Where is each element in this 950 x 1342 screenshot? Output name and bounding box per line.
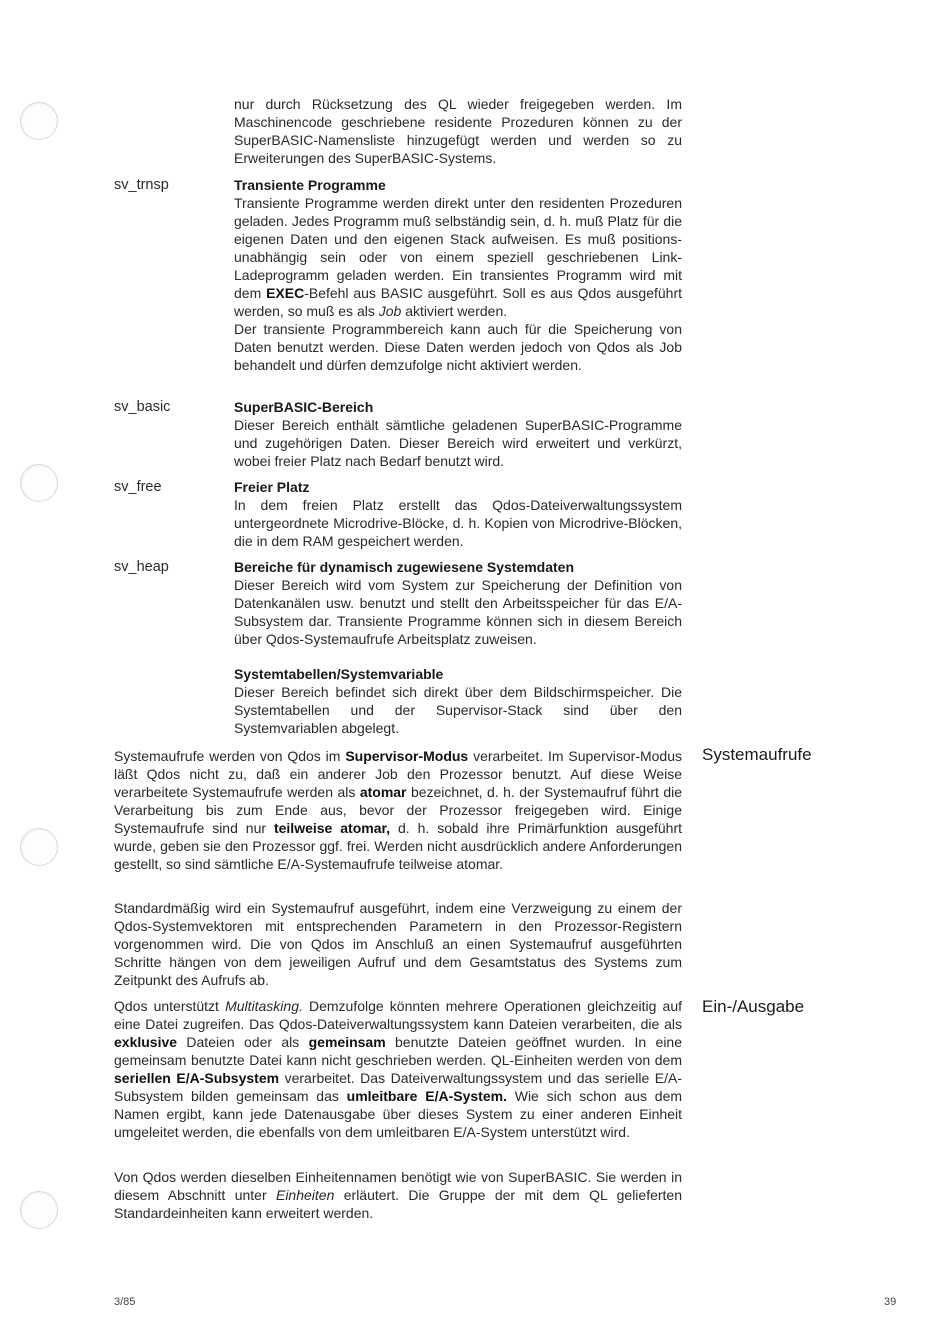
term-sv-basic: sv_basic [114, 399, 171, 415]
definition-heap [234, 558, 682, 648]
paragraph-systemaufrufe-2: Standardmäßig wird ein Systemaufruf ausgeführt, indem eine Verzweigung zu einem der Qdos-Systemvektoren mit entsprechenden Parametern in den Prozessor-Registern vorgenommen wird. Die von Qdos im Anschluß an einen Systemaufruf ausgeführten Schritte hängen von dem jeweiligen Aufruf und dem Gesamtstatus des Systems zum Zeitpunkt des Aufrufs ab. [114, 900, 682, 988]
definition-trnsp [234, 176, 682, 374]
intro-paragraph: nur durch Rücksetzung des QL wieder freigegeben werden. Im Maschinencode geschriebene residente Prozeduren können zu der SuperBASIC-Namensliste hinzugefügt werden und werden so zu Erweiterungen des SuperBASIC-Systems. [234, 96, 682, 166]
heading-basic: SuperBASIC-Bereich [234, 399, 374, 415]
text-free: In dem freien Platz erstellt das Qdos-Dateiverwaltungssystem untergeordnete Microdrive-Blöcke, d. h. Kopien von Microdrive-Blöcken, die in dem RAM gespeichert werden. [234, 497, 682, 549]
text-trnsp-2: Der transiente Programmbereich kann auch für die Speicherung von Daten benutzt werden. Diese Daten werden jedoch von Qdos als Job behandelt und dürfen demzufolge nicht aktiviert werden. [234, 321, 682, 373]
text-heap: Dieser Bereich wird vom System zur Speicherung der Definition von Datenkanälen usw. benutzt und stellt den Arbeitsspeicher für das E/A-Subsystem dar. Transiente Programme können sich in diesem Bereich über Qdos-Systemaufrufe Arbeitsplatz zuweisen. [234, 577, 682, 647]
heading-heap: Bereiche für dynamisch zugewiesene Systemdaten [234, 559, 575, 575]
heading-systab: Systemtabellen/Systemvariable [234, 666, 444, 682]
footer-date: 3/85 [114, 1296, 136, 1308]
paragraph-ein-ausgabe-2: Von Qdos werden dieselben Einheitennamen benötigt wie von SuperBASIC. Sie werden in diesem Abschnitt unter Einheiten erläutert. Die Gruppe der mit dem QL gelieferten Standardeinheiten kann erweitert werden. [114, 1169, 682, 1221]
term-sv-heap: sv_heap [114, 559, 169, 575]
punch-hole-1 [20, 102, 58, 140]
side-heading-ein-ausgabe: Ein-/Ausgabe [702, 997, 805, 1016]
text-trnsp: Transiente Programme werden direkt unter den residenten Prozeduren geladen. Jedes Programm muß selbständig sein, d. h. muß Platz für die eigenen Daten und den eigenen Stack aufweisen. Es muß positions-unabhängig sein oder von einem speziell geschriebenen Link-Ladeprogramm geladen werden. Ein transientes Programm wird mit dem EXEC-Befehl aus BASIC ausgeführt. Soll es aus Qdos ausgeführt werden, so muß es als Job aktiviert werden. [234, 195, 683, 319]
term-sv-trnsp: sv_trnsp [114, 177, 169, 193]
side-heading-systemaufrufe: Systemaufrufe [702, 745, 812, 764]
heading-free: Freier Platz [234, 479, 310, 495]
punch-hole-3 [20, 828, 58, 866]
definition-systab [234, 665, 682, 737]
heading-trnsp: Transiente Programme [234, 177, 386, 193]
paragraph-systemaufrufe-1: Systemaufrufe werden von Qdos im Supervisor-Modus verarbeitet. Im Supervisor-Modus läßt Qdos nicht zu, daß ein anderer Job den Prozessor benutzt. Auf diese Weise verarbeitete Systemaufrufe werden als atomar bezeichnet, d. h. der Systemaufruf führt die Verarbeitung bis zum Ende aus, bevor der Prozessor freigegeben wird. Einige Systemaufrufe sind nur teilweise atomar, d. h. sobald ihre Primärfunktion ausgeführt wurde, geben sie den Prozessor ggf. frei. Werden nicht ausdrücklich andere Anforderungen gestellt, so sind sämtliche E/A-Systemaufrufe teilweise atomar. [114, 748, 682, 872]
definition-basic [234, 398, 682, 470]
term-sv-free: sv_free [114, 479, 162, 495]
page-number: 39 [884, 1296, 897, 1308]
text-systab: Dieser Bereich befindet sich direkt über dem Bildschirmspeicher. Die Systemtabellen und der Supervisor-Stack sind über den Systemvariablen abgelegt. [234, 684, 682, 736]
punch-hole-2 [20, 464, 58, 502]
definition-free [234, 478, 682, 550]
text-basic: Dieser Bereich enthält sämtliche geladenen SuperBASIC-Programme und zugehörigen Daten. Dieser Bereich wird erweitert und verkürzt, wobei freier Platz nach Bedarf benutzt wird. [234, 417, 682, 469]
paragraph-ein-ausgabe-1: Qdos unterstützt Multitasking. Demzufolge könnten mehrere Operationen gleichzeitig auf eine Datei zugreifen. Das Qdos-Dateiverwaltungssystem kann Dateien verarbeiten, die als exklusive Dateien oder als gemeinsam benutzte Dateien geöffnet wurden. In eine gemeinsam benutzte Datei kann nicht geschrieben werden. QL-Einheiten werden von dem seriellen E/A-Subsystem verarbeitet. Das Dateiverwaltungssystem und das serielle E/A-Subsystem bilden gemeinsam das umleitbare E/A-System. Wie sich schon aus dem Namen ergibt, kann jede Datenausgabe über dieses System zu einer anderen Einheit umgeleitet werden, die ebenfalls von dem umleitbaren E/A-System unterstützt wird. [114, 998, 683, 1140]
punch-hole-4 [20, 1191, 58, 1229]
